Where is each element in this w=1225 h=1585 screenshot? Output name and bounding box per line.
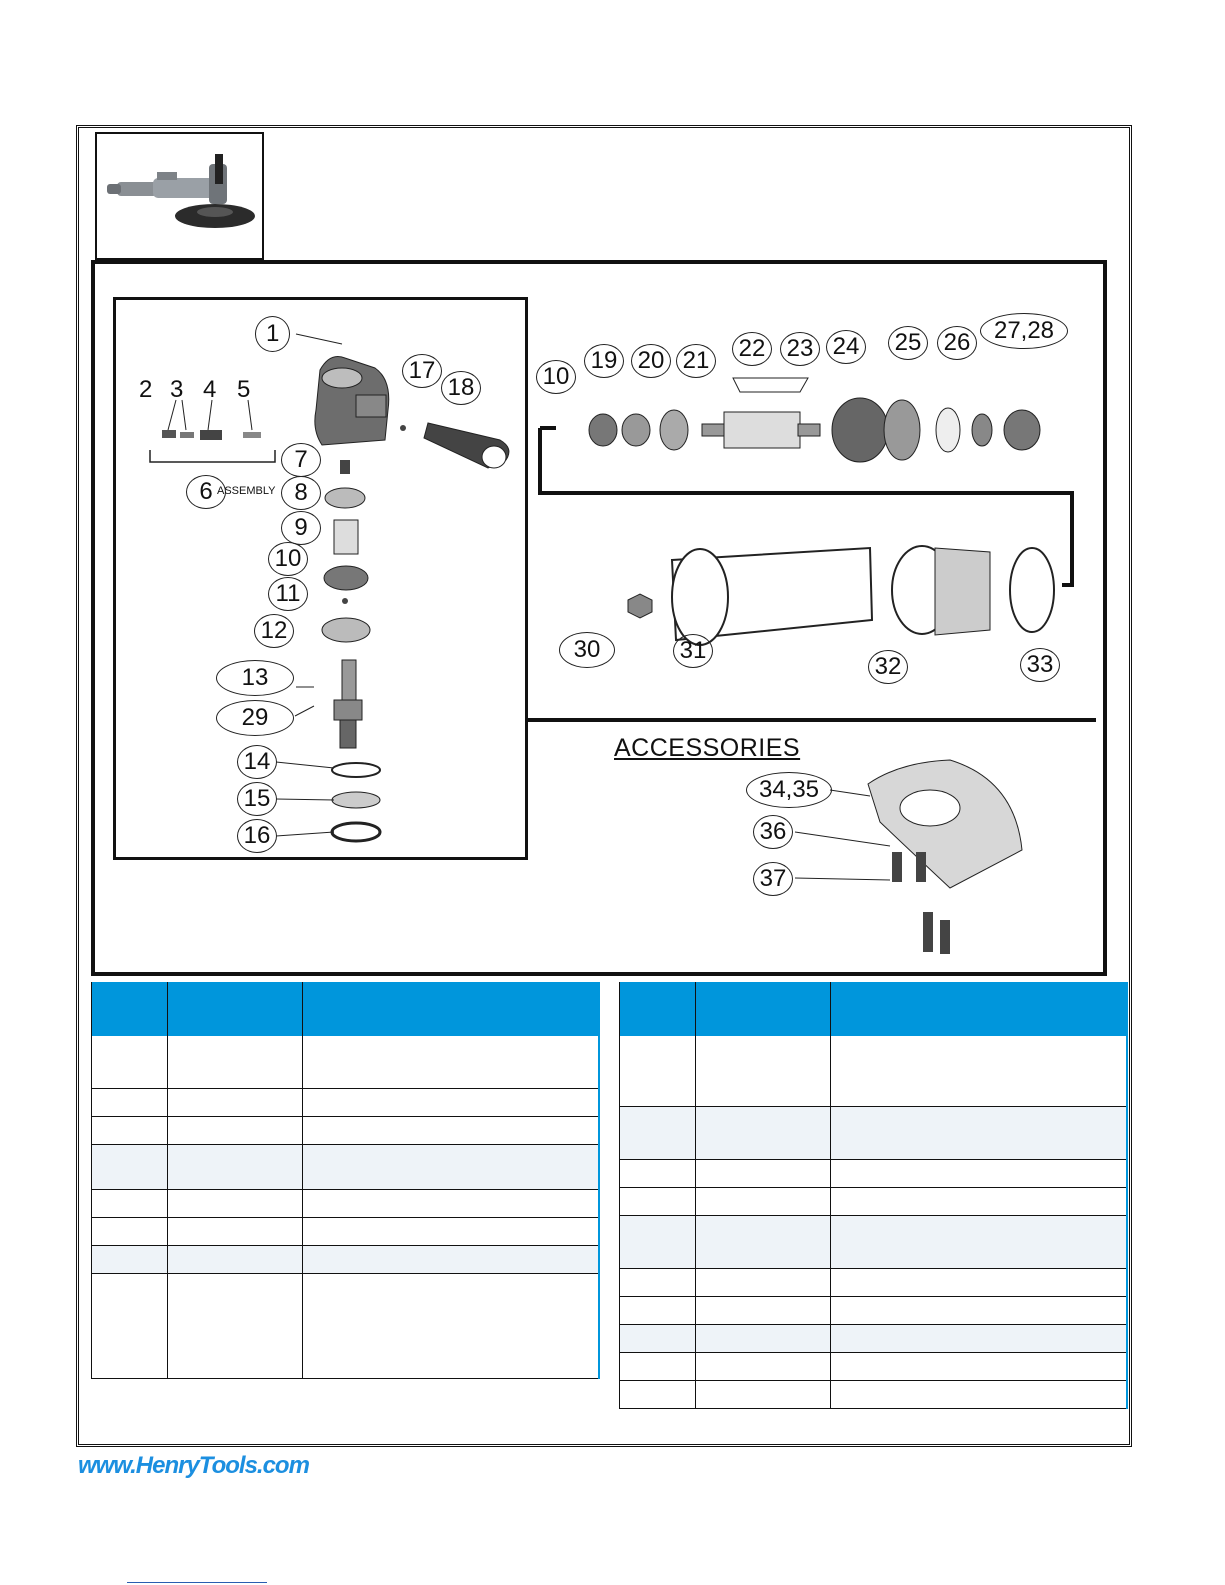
table-row bbox=[620, 1215, 1127, 1268]
table-row bbox=[620, 1036, 1127, 1106]
table-row bbox=[620, 1106, 1127, 1159]
callout-2: 2 bbox=[139, 376, 153, 403]
callout-24: 24 bbox=[826, 330, 866, 364]
table-row bbox=[620, 1159, 1127, 1187]
callout-6: 6 bbox=[186, 475, 226, 509]
table-row bbox=[92, 1036, 599, 1088]
callout-1: 1 bbox=[255, 316, 290, 352]
website-link[interactable]: www.HenryTools.com bbox=[78, 1452, 309, 1479]
callout-10a: 10 bbox=[268, 542, 308, 576]
callout-25: 25 bbox=[888, 326, 928, 360]
callout-37: 37 bbox=[753, 862, 793, 896]
table-row bbox=[620, 1268, 1127, 1296]
callout-16: 16 bbox=[237, 819, 277, 853]
callout-9: 9 bbox=[281, 511, 321, 545]
table-row bbox=[620, 1296, 1127, 1324]
callout-3: 3 bbox=[170, 376, 184, 403]
table-row bbox=[92, 1189, 599, 1217]
callout-15: 15 bbox=[237, 782, 277, 816]
accessories-title: ACCESSORIES bbox=[614, 734, 801, 762]
table-row bbox=[620, 1187, 1127, 1215]
callout-29: 29 bbox=[216, 700, 294, 736]
callout-21: 21 bbox=[676, 344, 716, 378]
callout-7: 7 bbox=[281, 443, 321, 477]
callout-14: 14 bbox=[237, 745, 277, 779]
table-header bbox=[92, 982, 599, 1036]
callout-19: 19 bbox=[584, 344, 624, 378]
assembly-label: ASSEMBLY bbox=[217, 485, 276, 497]
table-row bbox=[620, 1324, 1127, 1352]
table-row bbox=[92, 1088, 599, 1116]
callout-8: 8 bbox=[281, 476, 321, 510]
callout-31: 31 bbox=[673, 634, 713, 668]
callout-11: 11 bbox=[268, 577, 308, 611]
table-row bbox=[92, 1245, 599, 1273]
callout-5: 5 bbox=[237, 376, 251, 403]
bottom-rule bbox=[127, 1582, 267, 1583]
callout-4: 4 bbox=[203, 376, 217, 403]
table-row bbox=[620, 1380, 1127, 1408]
table-row bbox=[92, 1116, 599, 1144]
callout-20: 20 bbox=[631, 344, 671, 378]
table-row bbox=[92, 1273, 599, 1378]
parts-table-right bbox=[619, 982, 1128, 1409]
callout-17: 17 bbox=[402, 354, 442, 388]
callout-12: 12 bbox=[254, 614, 294, 648]
callout-10b: 10 bbox=[536, 360, 576, 394]
callout-32: 32 bbox=[868, 650, 908, 684]
table-row bbox=[92, 1217, 599, 1245]
callout-22: 22 bbox=[732, 332, 772, 366]
callout-23: 23 bbox=[780, 332, 820, 366]
table-row bbox=[620, 1352, 1127, 1380]
table-row bbox=[92, 1144, 599, 1189]
table-header bbox=[620, 982, 1127, 1036]
callout-33: 33 bbox=[1020, 648, 1060, 682]
callout-36: 36 bbox=[753, 815, 793, 849]
callout-26: 26 bbox=[937, 326, 977, 360]
callout-18: 18 bbox=[441, 371, 481, 405]
callout-13: 13 bbox=[216, 660, 294, 696]
callout-27-28: 27,28 bbox=[980, 313, 1068, 349]
callout-34-35: 34,35 bbox=[746, 772, 832, 808]
parts-table-left bbox=[91, 982, 600, 1379]
callout-30: 30 bbox=[559, 632, 615, 668]
